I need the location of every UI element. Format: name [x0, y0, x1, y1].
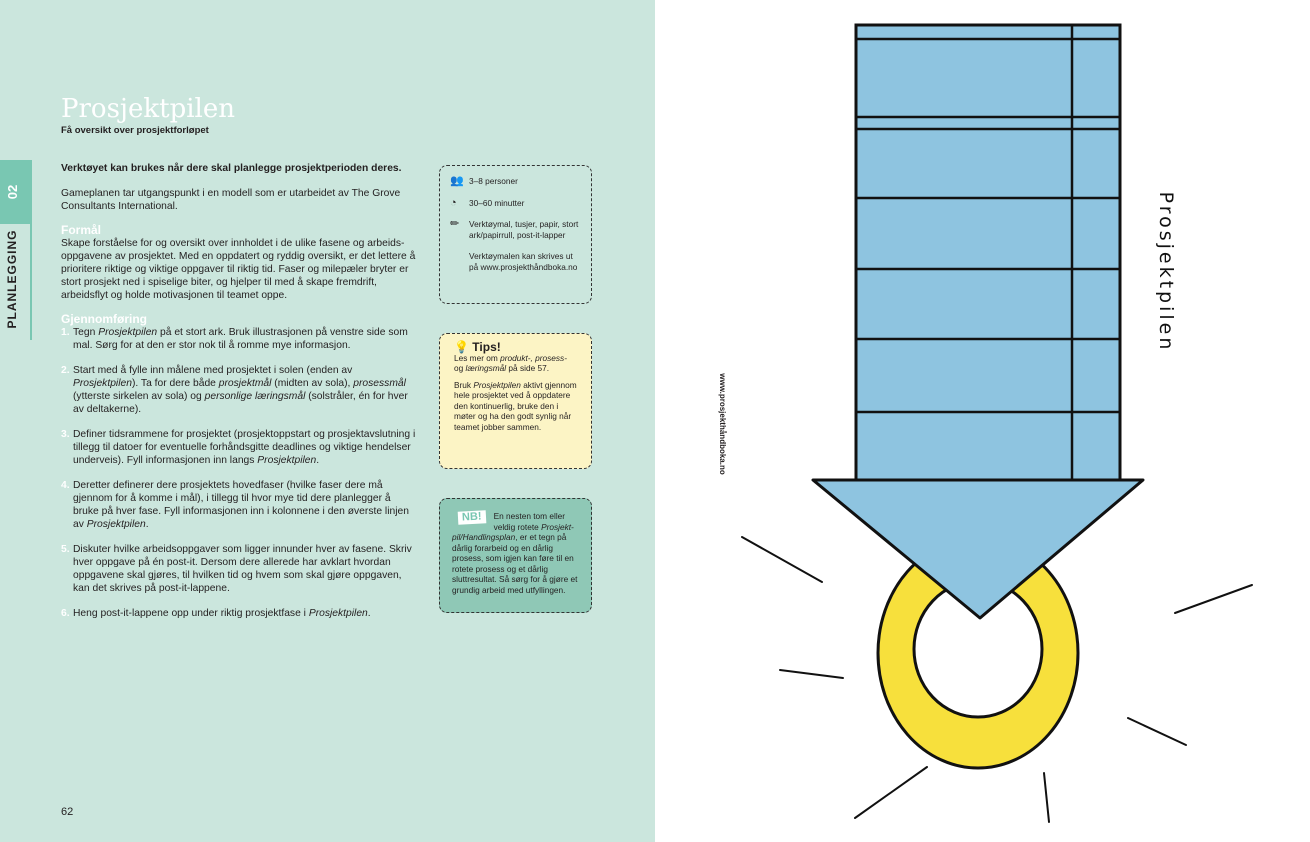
sun-ray [780, 670, 843, 678]
list-item: 2. Start med å fylle inn målene med prosjektet i solen (enden av Prosjektpilen). Ta for dere både prosjektmål (midten av sola), prosessmål (ytterste sirkelen av sola) og personlige læringsmål (solstråler, én for hver av deltakerne). [61, 365, 408, 415]
sun-ray [855, 767, 927, 818]
list-item: 1. Tegn Prosjektpilen på et stort ark. Bruk illustrasjonen på venstre side som mal. Sørg for at den er stor nok til å romme mye informasjon. [61, 327, 408, 351]
clock-icon: ◔ [450, 196, 457, 209]
page-title: Prosjektpilen [61, 94, 235, 124]
intro-text: Gameplanen tar utgangspunkt i en modell som er utarbeidet av The Grove Consultants International. [61, 188, 401, 212]
arrow-label: Prosjektpilen [1155, 191, 1177, 353]
people-icon: 👥 [450, 175, 464, 187]
download-note: Verktøymalen kan skrives ut på www.prosjekthåndboka.no [469, 251, 578, 272]
chapter-number: 02 [5, 184, 20, 200]
page-number: 62 [61, 806, 74, 818]
list-item: 6. Heng post-it-lappene opp under riktig prosjektfase i Prosjektpilen. [61, 608, 371, 619]
list-item: 4. Deretter definerer dere prosjektets hovedfaser (hvilke faser dere må gjennom for å komme i mål), i tillegg til hvor mye tid dere planlegger å bruke på hver fase. Fyll informasjonen inn i kolonnene i den øverste linjen av Prosjektpilen. [61, 480, 409, 530]
info-box: 👥 3–8 personer ◔ 30–60 minutter ✏ Verktøymal, tusjer, papir, stort ark/papirrull, post-it-lapper Verktøymalen kan skrives ut på www.prosjekthåndboka.no [439, 165, 592, 304]
list-item: 3. Definer tidsrammene for prosjektet (prosjektoppstart og prosjektavslutning i tillegg til datoer for eventuelle forhåndsgitte deadlines og viktige hendelser underveis). Fyll informasjonen inn langs Prosjektpilen. [61, 429, 416, 466]
sun-ray [1044, 773, 1049, 822]
arrow-head [813, 480, 1143, 618]
sun-ray [742, 537, 822, 582]
nb-box: NB! En nesten tom eller veldig rotete Prosjekt-pil/Handlingsplan, er et tegn på dårlig forarbeid og en dårlig prosess, som igjen kan føre til en rotete prosess og et dårlig sluttresultat. Så sørg for å gjøre et grundig arbeid med utfyllingen. [439, 498, 592, 613]
lightbulb-icon: 💡 [454, 340, 469, 354]
list-item: 5. Diskuter hvilke arbeidsoppgaver som ligger innunder hver av fasene. Skriv hver oppgave på én post-it. Dersom dere allerede har avklart hvordan oppgavene skal gjøres, til hvilken tid og hvem som skal gjøre oppgaven, kan det skrives på post-it-lappene. [61, 544, 412, 594]
page-subtitle: Få oversikt over prosjektforløpet [61, 125, 209, 136]
pens-icon: ✏ [450, 218, 460, 230]
intro-lead: Verktøyet kan brukes når dere skal planlegge prosjektperioden deres. [61, 163, 402, 174]
arrow-shaft [856, 25, 1120, 480]
side-url: www.prosjekthåndboka.no [718, 373, 727, 475]
formal-text: Skape forståelse for og oversikt over innholdet i de ulike fasene og arbeids-oppgavene av prosjektet. Med en oppdatert og ryddig oversikt, er det lettere å prioritere riktige og viktige oppgaver til riktig tid. Faser og milepæler bryter er stort prosjekt ned i spiselige biter, og hjelper til med å skape fremdrift, arbeidsflyt og holde motivasjonen til teamet oppe. [61, 238, 416, 301]
nb-badge: NB! [458, 510, 486, 524]
tips-line-1: Les mer om produkt-, prosess- og læringsmål på side 57. [454, 352, 567, 373]
formal-heading: Formål [61, 223, 102, 237]
tips-heading: 💡 Tips! [454, 340, 501, 354]
chapter-label: PLANLEGGING [5, 229, 19, 329]
gjennomforing-heading: Gjennomføring [61, 312, 147, 326]
sun-ray [1128, 718, 1186, 745]
tips-line-2: Bruk Prosjektpilen aktivt gjennom hele prosjektet ved å oppdatere den kontinuerlig, bruke den i møter og ha den godt synlig når teamet jobber sammen. [454, 379, 577, 432]
sun-ray [1175, 585, 1252, 613]
